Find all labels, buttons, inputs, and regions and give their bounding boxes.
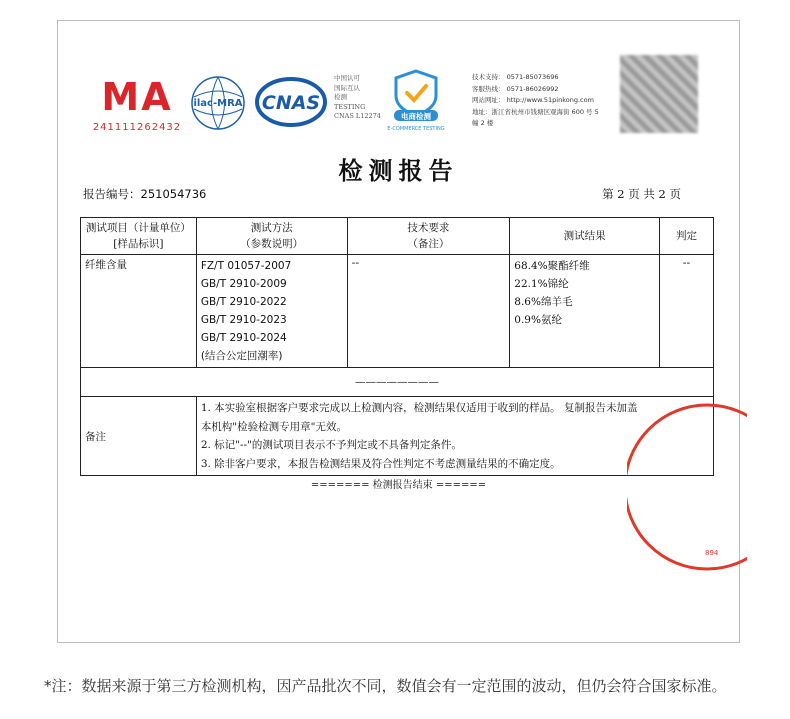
- stamp-number: 894: [705, 549, 719, 557]
- tech-support: 技术支持： 0571-85073696: [472, 73, 559, 81]
- cell-requirement: --: [347, 255, 510, 368]
- notes-row: [81, 397, 714, 476]
- header-verdict: 判定: [660, 218, 714, 255]
- notes-label: 备注: [81, 397, 197, 476]
- report-end-marker: ======= 检测报告结束 ======: [310, 480, 487, 491]
- header-result: 测试结果: [510, 218, 660, 255]
- header-method: 测试方法 （参数说明）: [196, 218, 347, 255]
- page-indicator: 第 2 页 共 2 页: [602, 187, 681, 201]
- ilac-mra-logo: [189, 75, 247, 131]
- cnas-logo: [255, 76, 327, 128]
- results-table: [80, 217, 714, 476]
- divider-row: [81, 368, 714, 397]
- service-hotline: 客服热线： 0571-86026992: [472, 84, 559, 93]
- cell-verdict: --: [660, 255, 714, 368]
- certification-logos: [58, 21, 739, 141]
- cell-results: 68.4%聚酯纤维 22.1%锦纶 8.6%绵羊毛 0.9%氨纶: [510, 255, 660, 368]
- ilac-text: ilac-MRA: [193, 98, 243, 109]
- cell-item: 纤维含量: [81, 255, 197, 368]
- cma-number: 241111262432: [92, 122, 182, 133]
- cell-methods: FZ/T 01057-2007 GB/T 2910-2009 GB/T 2910-2022 GB/T 2910-2023 GB/T 2910-2024 (结合公定回潮率): [196, 255, 347, 368]
- header-requirement: 技术要求 （备注）: [347, 218, 510, 255]
- header-item: 测试项目（计量单位） [样品标识]: [81, 218, 197, 255]
- table-header-row: [81, 218, 714, 255]
- ecom-title: 电商检测: [401, 112, 431, 121]
- cma-logo: [90, 73, 184, 133]
- stamp-text: [746, 406, 747, 525]
- ecom-subtitle: E-COMMERCE TESTING: [387, 126, 445, 132]
- contact-info: [472, 72, 599, 130]
- ecommerce-testing-logo: [378, 68, 454, 134]
- notes-content: 1. 本实验室根据客户要求完成以上检测内容，检测结果仅适用于收到的样品。 复制报告未加盖 本机构"检验检测专用章"无效。 2. 标记"--"的测试项目表示不予判定或不具备判定条件。 3. 除非客户要求，本报告检测结果及符合性判定不考虑测量结果的不确定度。: [196, 397, 713, 476]
- company-stamp: [627, 397, 747, 577]
- divider-cell: ————————: [81, 368, 714, 397]
- website: 网站网址： http://www.51pinkong.com: [472, 96, 594, 104]
- report-title: 检测报告: [338, 156, 459, 185]
- report-number: 报告编号：251054736: [83, 187, 207, 201]
- cma-letters: MA: [101, 75, 173, 119]
- footnote: *注：数据来源于第三方检测机构，因产品批次不同，数值会有一定范围的波动，但仍会符合国家标准。: [44, 677, 727, 695]
- qr-code: [620, 55, 698, 133]
- table-row: [81, 255, 714, 368]
- address-line-2: 幢 2 楼: [472, 119, 494, 127]
- cnas-caption: 中国认可 国际互认 检测 TESTING CNAS L12274: [334, 74, 381, 120]
- cnas-text: CNAS: [261, 92, 321, 114]
- address: 地址：浙江省杭州市钱塘区观海街 600 号 5: [472, 107, 599, 116]
